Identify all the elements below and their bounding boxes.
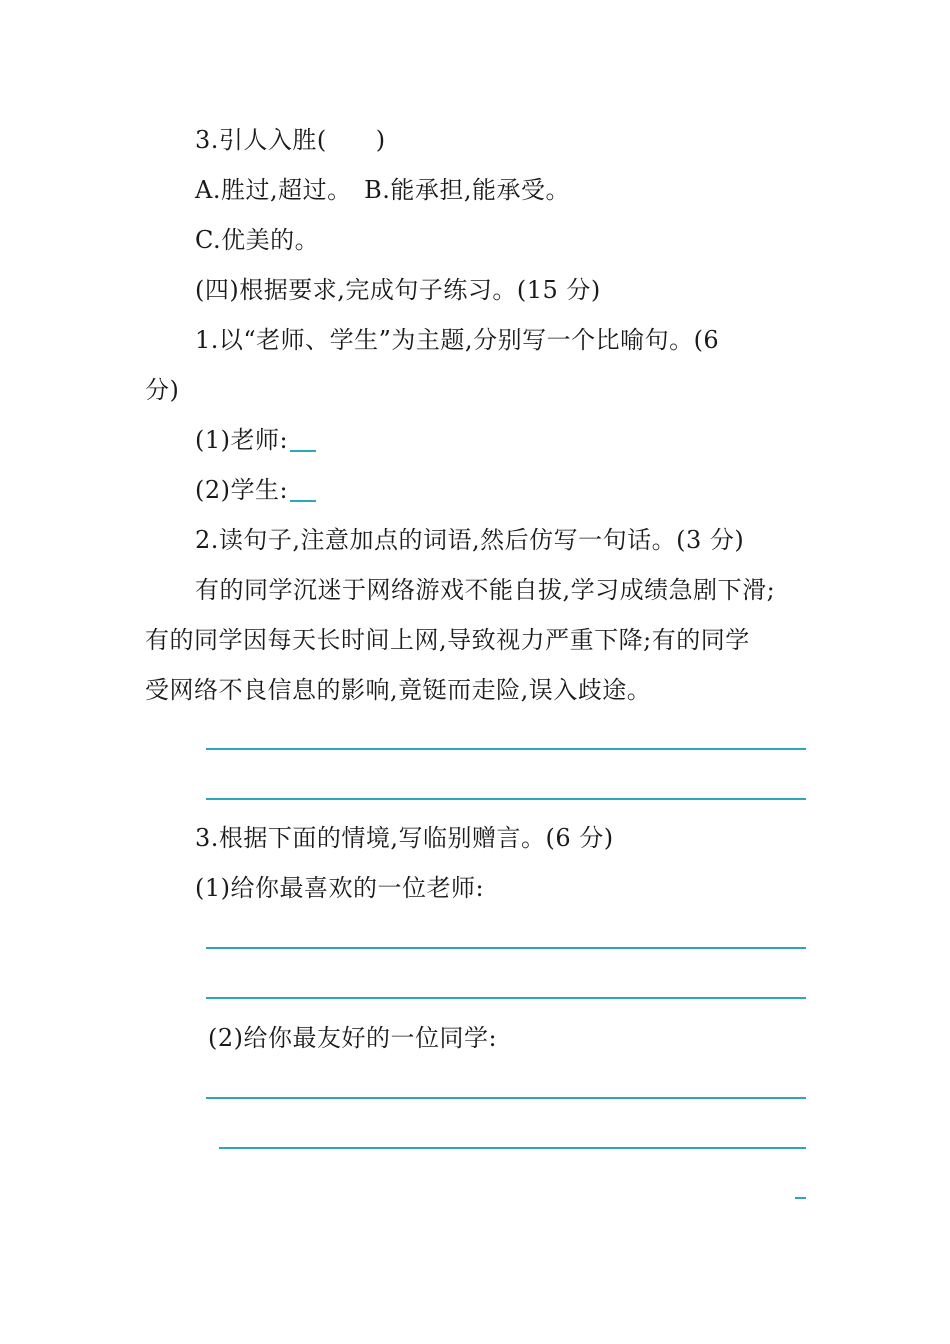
farewell-teacher-line-2[interactable] — [206, 997, 806, 999]
passage-line-2: 有的同学因每天长时间上网,导致视力严重下降;有的同学 — [145, 626, 750, 654]
q3-idiom-question: 3.引人入胜( ) — [195, 126, 386, 154]
teacher-simile-blank[interactable] — [290, 426, 316, 452]
passage-line-3: 受网络不良信息的影响,竟铤而走险,误入歧途。 — [145, 676, 652, 704]
farewell-teacher-prompt: (1)给你最喜欢的一位老师: — [195, 874, 485, 902]
sentence-task-1-prompt: 1.以“老师、学生”为主题,分别写一个比喻句。(6 — [195, 326, 720, 354]
trailing-blank-mark — [795, 1197, 806, 1199]
student-simile-blank[interactable] — [290, 476, 316, 502]
q3-options-ab: A.胜过,超过。 B.能承担,能承受。 — [195, 176, 570, 204]
imitation-answer-line-1[interactable] — [206, 748, 806, 750]
farewell-teacher-line-1[interactable] — [206, 947, 806, 949]
teacher-simile-label: (1)老师: — [195, 426, 289, 454]
section-4-title: (四)根据要求,完成句子练习。(15 分) — [195, 276, 601, 304]
student-simile-row — [195, 475, 316, 505]
student-simile-label: (2)学生: — [195, 476, 289, 504]
farewell-classmate-line-2[interactable] — [219, 1147, 806, 1149]
sentence-task-2-prompt: 2.读句子,注意加点的词语,然后仿写一句话。(3 分) — [195, 526, 745, 554]
farewell-classmate-line-1[interactable] — [206, 1097, 806, 1099]
passage-line-1: 有的同学沉迷于网络游戏不能自拔,学习成绩急剧下滑; — [195, 576, 776, 604]
sentence-task-3-prompt: 3.根据下面的情境,写临别赠言。(6 分) — [195, 824, 614, 852]
imitation-answer-line-2[interactable] — [206, 798, 806, 800]
q3-option-c: C.优美的。 — [195, 226, 320, 254]
teacher-simile-row — [195, 425, 316, 455]
farewell-classmate-prompt: (2)给你最友好的一位同学: — [208, 1024, 498, 1052]
sentence-task-1-prompt-cont: 分) — [145, 376, 180, 404]
